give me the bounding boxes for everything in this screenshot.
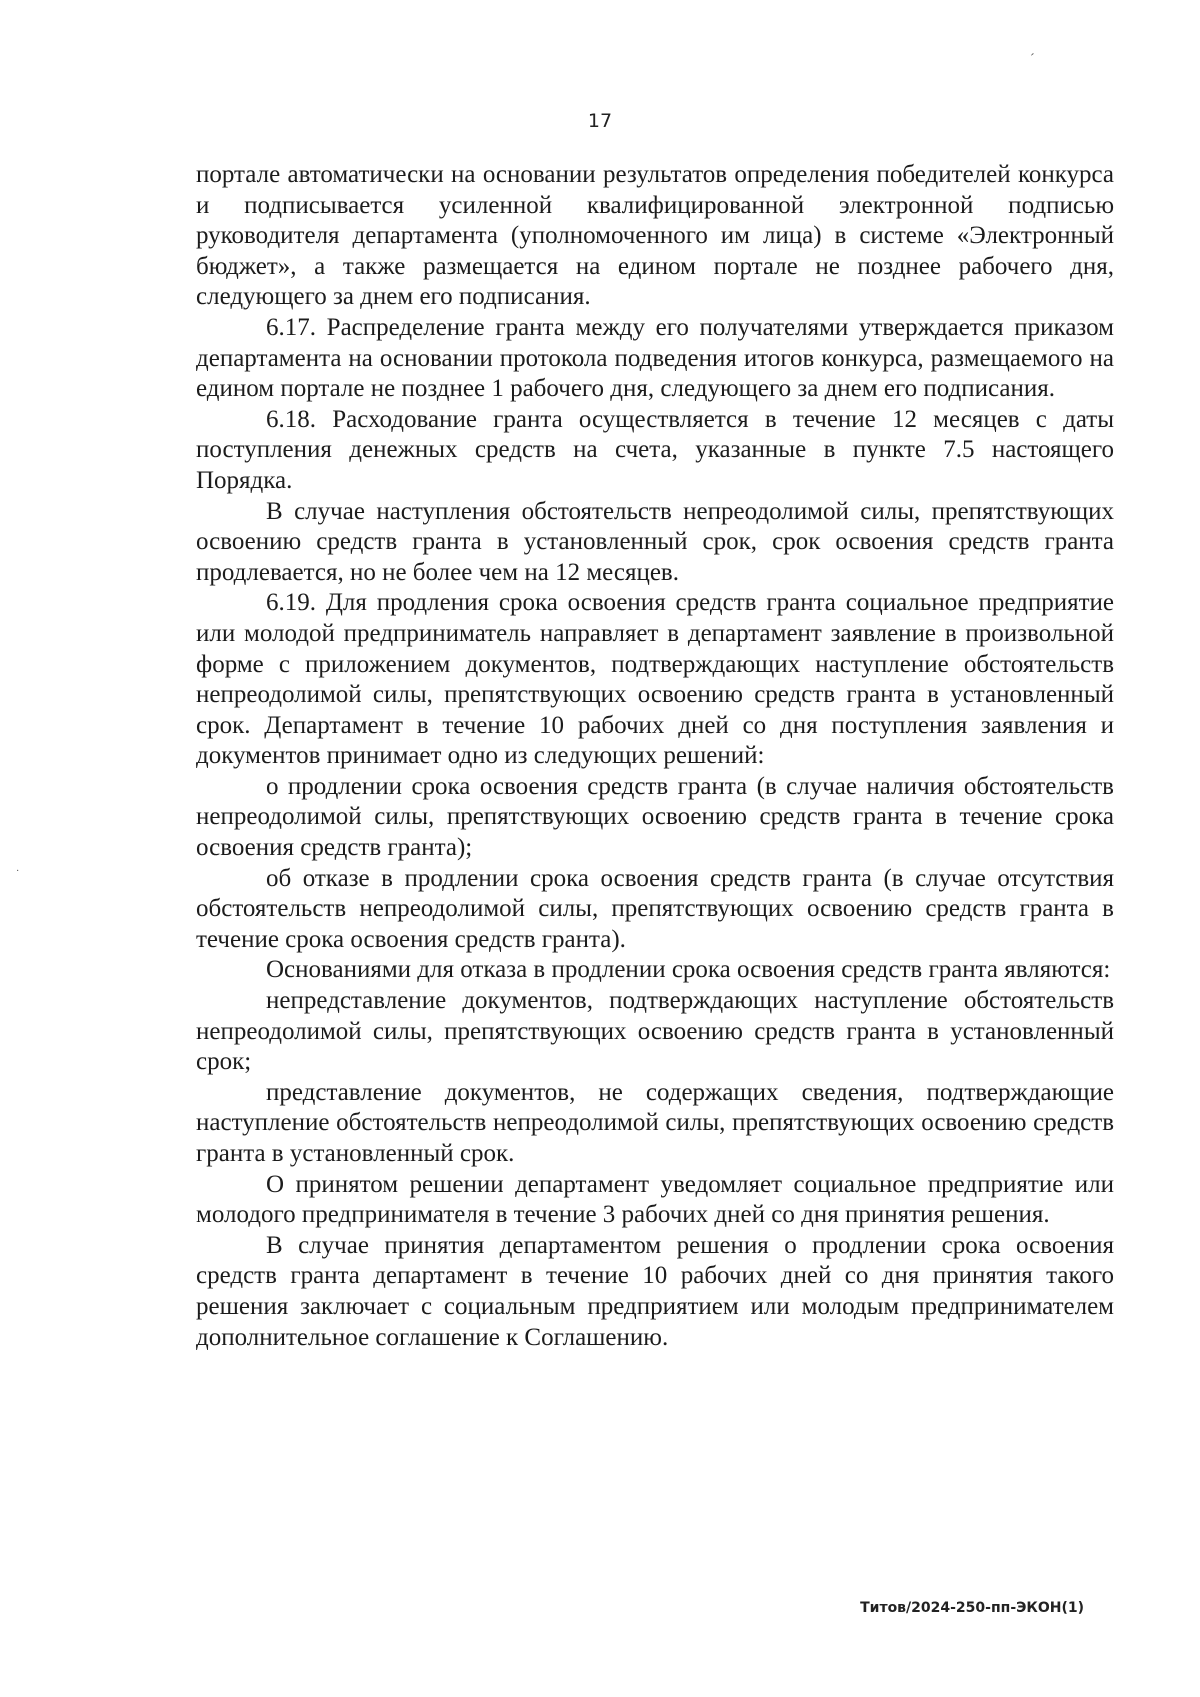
scan-artifact-dot: · [16,866,20,877]
document-footer-code: Титов/2024-250-пп-ЭКОН(1) [860,1600,1084,1616]
document-body [196,160,1114,1353]
paragraph-6-18: 6.18. Расходование гранта осуществляется в течение 12 месяцев с даты поступления денежных средств на счета, указанные в пункте 7.5 настоящего Порядка. [196,405,1114,494]
paragraph-supplementary-agreement: В случае принятия департаментом решения о продлении срока освоения средств гранта департамент в течение 10 рабочих дней со дня принятия такого решения заключает с социальным предприятием или молодым предпринимателем дополнительное соглашение к Соглашению. [196,1231,1114,1351]
scan-artifact-mark: ˊ [1030,52,1035,67]
paragraph-continued: портале автоматически на основании результатов определения победителей конкурса и подписывается усиленной квалифицированной электронной подписью руководителя департамента (уполномоченного им лица) в системе «Электронный бюджет», а также размещается на едином портале не позднее рабочего дня, следующего за днем его подписания. [196,161,1114,311]
paragraph-decision-extend: о продлении срока освоения средств гранта (в случае наличия обстоятельств непреодолимой силы, препятствующих освоению средств гранта в течение срока освоения средств гранта); [196,772,1114,862]
paragraph-6-19: 6.19. Для продления срока освоения средств гранта социальное предприятие или молодой предприниматель направляет в департамент заявление в произвольной форме с приложением документов, подтверждающих наступление обстоятельств непреодолимой силы, препятствующих освоению средств гранта в установленный срок. Департамент в течение 10 рабочих дней со дня поступления заявления и документов принимает одно из следующих решений: [196,589,1114,770]
paragraph-refusal-grounds: Основаниями для отказа в продлении срока освоения средств гранта являются: [266,956,1111,984]
paragraph-6-17: 6.17. Распределение гранта между его получателями утверждается приказом департамента на основании протокола подведения итогов конкурса, размещаемого на едином портале не позднее 1 рабочего дня, следующего за днем его подписания. [196,313,1114,403]
page-number: 17 [587,110,613,132]
paragraph-force-majeure: В случае наступления обстоятельств непреодолимой силы, препятствующих освоению средств гранта в установленный срок, срок освоения средств гранта продлевается, но не более чем на 12 месяцев. [196,497,1114,586]
paragraph-decision-refuse: об отказе в продлении срока освоения средств гранта (в случае отсутствия обстоятельств непреодолимой силы, препятствующих освоению средств гранта в течение срока освоения средств гранта). [196,864,1114,953]
paragraph-ground-1: непредставление документов, подтверждающих наступление обстоятельств непреодолимой силы, препятствующих освоению средств гранта в установленный срок; [196,987,1114,1076]
paragraph-ground-2: представление документов, не содержащих сведения, подтверждающие наступление обстоятельств непреодолимой силы, препятствующих освоению средств гранта в установленный срок. [196,1078,1114,1167]
paragraph-notification: О принятом решении департамент уведомляет социальное предприятие или молодого предпринимателя в течение 3 рабочих дней со дня принятия решения. [196,1170,1114,1229]
